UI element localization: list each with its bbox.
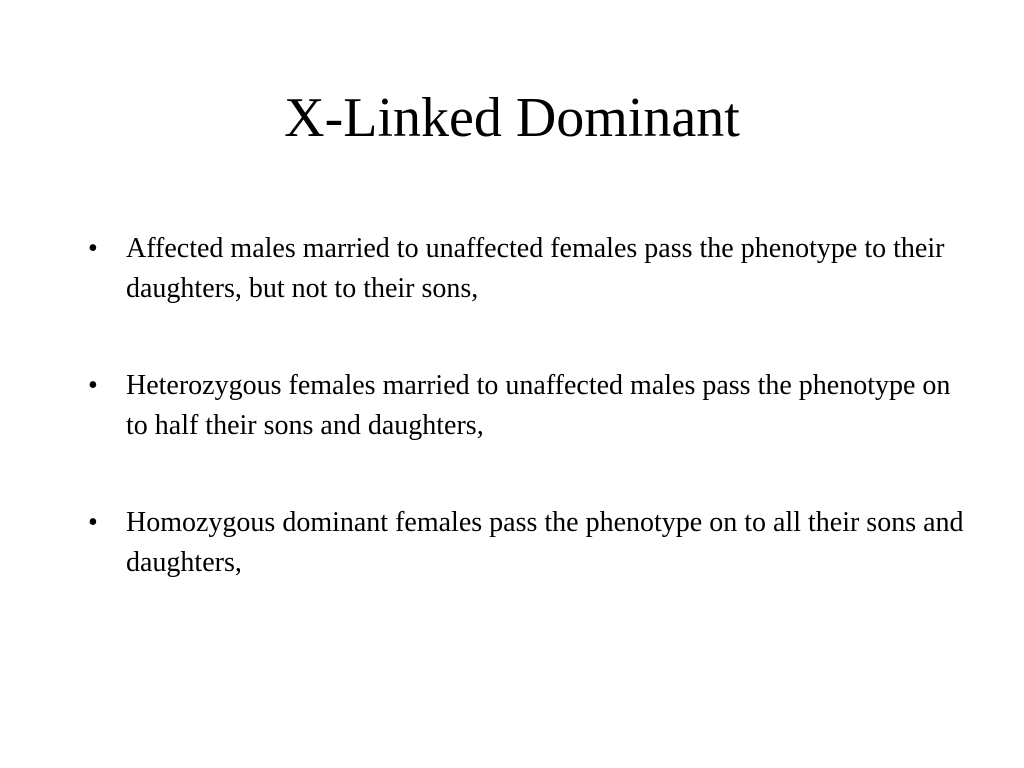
bullet-item [88, 366, 968, 446]
bullet-icon: • [88, 507, 98, 538]
bullet-text: Homozygous dominant females pass the phenotype on to all their sons and daughters, [126, 507, 964, 578]
bullet-text: Affected males married to unaffected females pass the phenotype to their daughters, but not to their sons, [126, 233, 945, 304]
bullet-list [88, 229, 968, 583]
slide-title: X-Linked Dominant [284, 87, 740, 149]
bullet-text: Heterozygous females married to unaffected males pass the phenotype on to half their sons and daughters, [126, 370, 951, 441]
bullet-item [88, 229, 968, 309]
bullet-icon: • [88, 233, 98, 264]
bullet-item [88, 503, 968, 583]
bullet-icon: • [88, 370, 98, 401]
